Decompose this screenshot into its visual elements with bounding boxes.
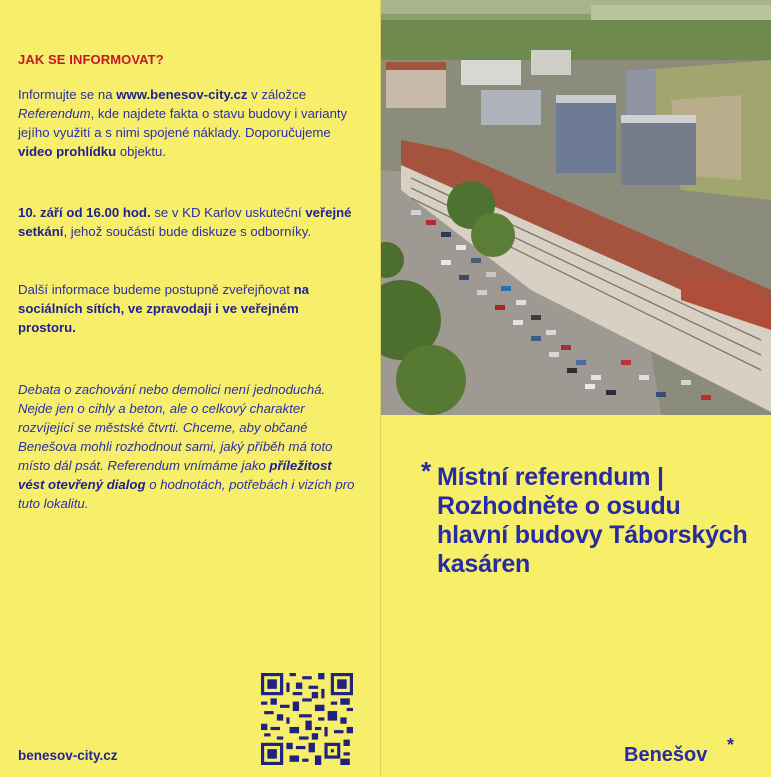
left-panel bbox=[0, 0, 380, 777]
text: v záložce bbox=[247, 87, 307, 102]
website-link[interactable]: www.benesov-city.cz bbox=[116, 87, 248, 102]
text: o hodnotách, potřebách i vizích pro tuto lokalitu. bbox=[18, 477, 355, 511]
aerial-photo-illustration bbox=[381, 0, 771, 415]
meeting-paragraph bbox=[18, 203, 358, 241]
title-star-icon: * bbox=[421, 456, 432, 486]
meeting-date: 10. září od 16.00 hod. bbox=[18, 205, 151, 220]
text: , kde najdete fakta o stavu budovy i varianty jejího využití a s nimi spojené náklady. Doporučujeme bbox=[18, 106, 348, 140]
text: Další informace budeme postupně zveřejňovat bbox=[18, 282, 294, 297]
text: Informujte se na bbox=[18, 87, 117, 102]
text: objektu. bbox=[116, 144, 167, 159]
debate-paragraph bbox=[18, 380, 358, 513]
page-title: Místní referendum | Rozhodněte o osudu hlavní budovy Táborských kasáren bbox=[437, 463, 748, 578]
text: se v KD Karlov uskuteční bbox=[150, 205, 306, 220]
qr-code[interactable] bbox=[261, 673, 353, 765]
benesov-logo: Benešov bbox=[624, 744, 708, 766]
logo-star-icon: * bbox=[727, 735, 735, 755]
referendum-tab-text: Referendum bbox=[18, 106, 91, 121]
public-meeting-text: veřejné setkání bbox=[18, 205, 352, 239]
text: , jehož součástí bude diskuze s odborníky. bbox=[63, 224, 311, 239]
channels-paragraph bbox=[18, 280, 358, 337]
channels-text: na sociálních sítích, ve zpravodaji i ve veřejném prostoru. bbox=[18, 282, 310, 335]
text: Debata o zachování nebo demolici není jednoduchá. Nejde jen o cihly a beton, ale o celkový charakter rozvíjející se městské čtvrti. Chceme, aby občané Benešova mohli rozhodnout sami, jaký příběh má toto místo dál psát. Referendum vnímáme jako bbox=[18, 382, 333, 473]
video-tour-text: video prohlídku bbox=[18, 144, 117, 159]
info-paragraph bbox=[18, 85, 358, 161]
section-heading: JAK SE INFORMOVAT? bbox=[18, 52, 164, 67]
qr-code-graphic bbox=[261, 673, 353, 765]
dialog-text: příležitost vést otevřený dialog bbox=[18, 458, 332, 492]
right-panel bbox=[381, 0, 771, 777]
footer-website-link[interactable]: benesov-city.cz bbox=[18, 748, 118, 763]
aerial-photo-barracks bbox=[381, 0, 771, 415]
